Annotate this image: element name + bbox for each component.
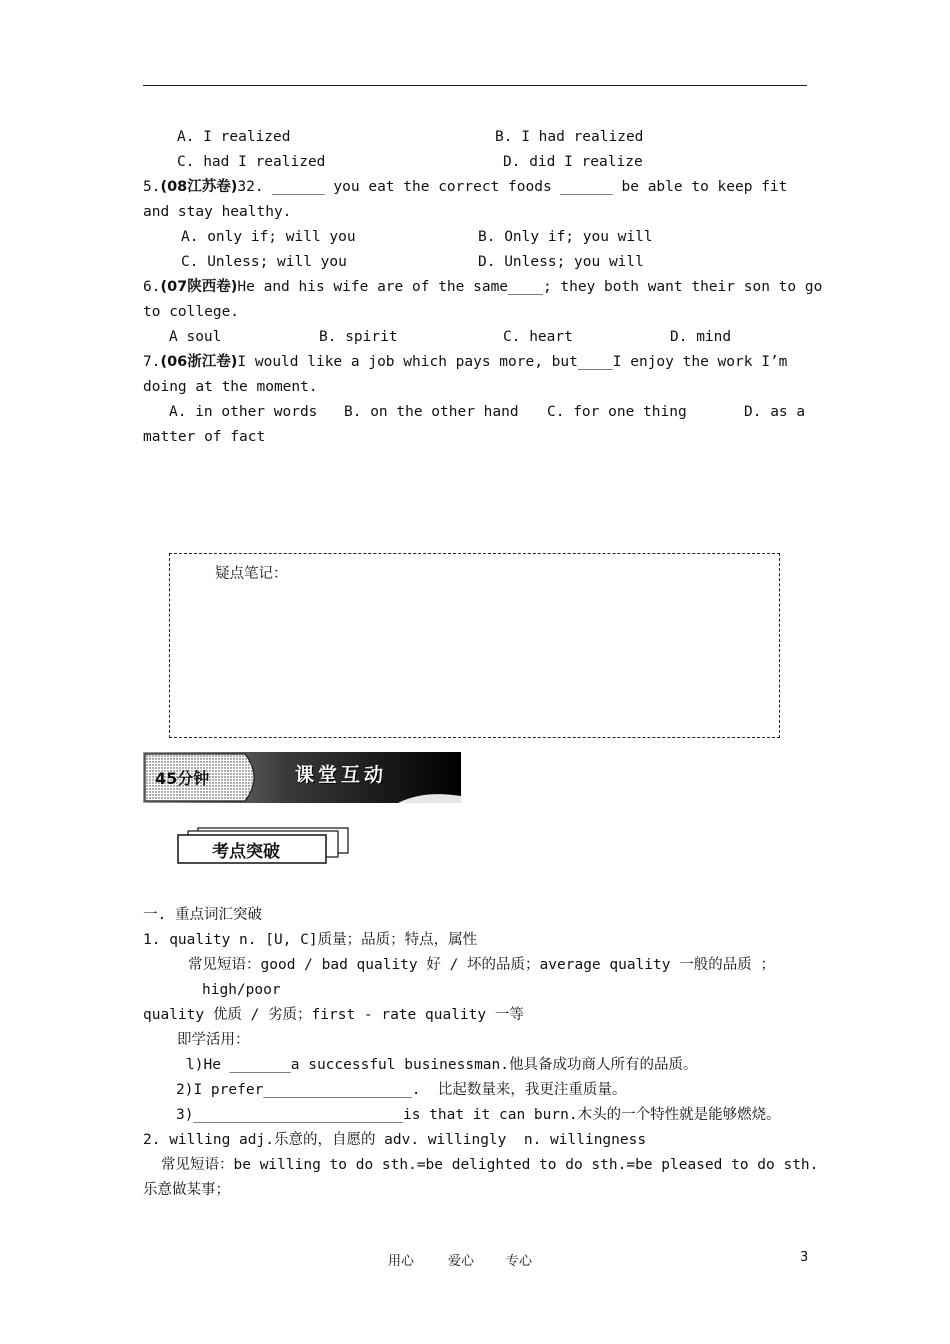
q6-stem-line1 xyxy=(143,278,822,296)
q5-number: 5. xyxy=(143,179,161,195)
q5-source: (08江苏卷) xyxy=(160,179,238,195)
vocab-item1-phrases: 常见短语：good / bad quality 好 / 坏的品质；average quality 一般的品质 ； xyxy=(188,957,775,973)
practice-label: 即学活用： xyxy=(177,1032,250,1048)
banner-time-label: 45分钟 xyxy=(155,769,210,788)
q6-option-d: D. mind xyxy=(670,329,732,345)
kaodian-box xyxy=(176,827,352,867)
q7-number: 7. xyxy=(143,354,161,370)
q7-text: I would like a job which pays more, but____I enjoy the work I’m xyxy=(237,354,788,370)
q4-option-d: D. did I realize xyxy=(503,154,643,170)
q5-stem-line1 xyxy=(143,178,787,196)
header-rule xyxy=(143,85,807,86)
q4-option-c: C. had I realized xyxy=(177,154,326,170)
notes-label: 疑点笔记： xyxy=(215,566,288,582)
q7-option-c: C. for one thing xyxy=(547,404,687,420)
q5-option-d: D. Unless; you will xyxy=(478,254,644,270)
q7-option-a: A. in other words xyxy=(169,404,318,420)
q6-option-a: A soul xyxy=(169,329,222,345)
q6-option-b: B. spirit xyxy=(319,329,398,345)
vocab-heading: 一. 重点词汇突破 xyxy=(143,907,262,923)
page-number: 3 xyxy=(800,1250,809,1265)
kaodian-label: 考点突破 xyxy=(212,842,280,862)
q6-number: 6. xyxy=(143,279,161,295)
q7-stem-line1 xyxy=(143,353,787,371)
section-banner xyxy=(143,752,461,803)
practice-ex2: 2)I prefer_________________. 比起数量来，我更注重质量。 xyxy=(176,1082,627,1098)
q5-text: 32. ______ you eat the correct foods ______ be able to keep fit xyxy=(237,179,788,195)
q5-option-c: C. Unless; will you xyxy=(181,254,347,270)
q5-option-a: A. only if; will you xyxy=(181,229,356,245)
q6-text: He and his wife are of the same____; they both want their son to go xyxy=(237,279,823,295)
vocab-item2-phrases: 常见短语：be willing to do sth.=be delighted to do sth.=be pleased to do sth. xyxy=(161,1157,819,1173)
footer-left: 用心 xyxy=(388,1254,415,1269)
q7-source: (06浙江卷) xyxy=(160,354,238,370)
q5-option-b: B. Only if; you will xyxy=(478,229,653,245)
vocab-item2: 2. willing adj.乐意的，自愿的 adv. willingly n. willingness xyxy=(143,1132,647,1148)
footer-right: 专心 xyxy=(506,1254,533,1269)
q6-option-c: C. heart xyxy=(503,329,573,345)
q6-stem-line2: to college. xyxy=(143,304,240,320)
q7-option-d: D. as a xyxy=(744,404,806,420)
q4-option-b: B. I had realized xyxy=(495,129,644,145)
vocab-item2-meaning: 乐意做某事； xyxy=(143,1182,230,1198)
practice-ex3: 3)________________________is that it can burn.木头的一个特性就是能够燃烧。 xyxy=(176,1107,781,1123)
vocab-item1-phrases-cont: high/poor xyxy=(202,982,281,998)
banner-title: 课堂互动 xyxy=(295,764,388,786)
q7-option-b: B. on the other hand xyxy=(344,404,519,420)
vocab-item1: 1. quality n. [U, C]质量；品质；特点，属性 xyxy=(143,932,478,948)
q6-source: (07陕西卷) xyxy=(160,279,238,295)
q7-option-d-cont: matter of fact xyxy=(143,429,266,445)
practice-ex1: l)He _______a successful businessman.他具备成功商人所有的品质。 xyxy=(186,1057,698,1073)
footer-mid: 爱心 xyxy=(448,1254,475,1269)
q4-option-a: A. I realized xyxy=(177,129,291,145)
vocab-item1-phrases-cont2: quality 优质 / 劣质；first - rate quality 一等 xyxy=(143,1007,524,1023)
q7-stem-line2: doing at the moment. xyxy=(143,379,318,395)
q5-stem-line2: and stay healthy. xyxy=(143,204,292,220)
